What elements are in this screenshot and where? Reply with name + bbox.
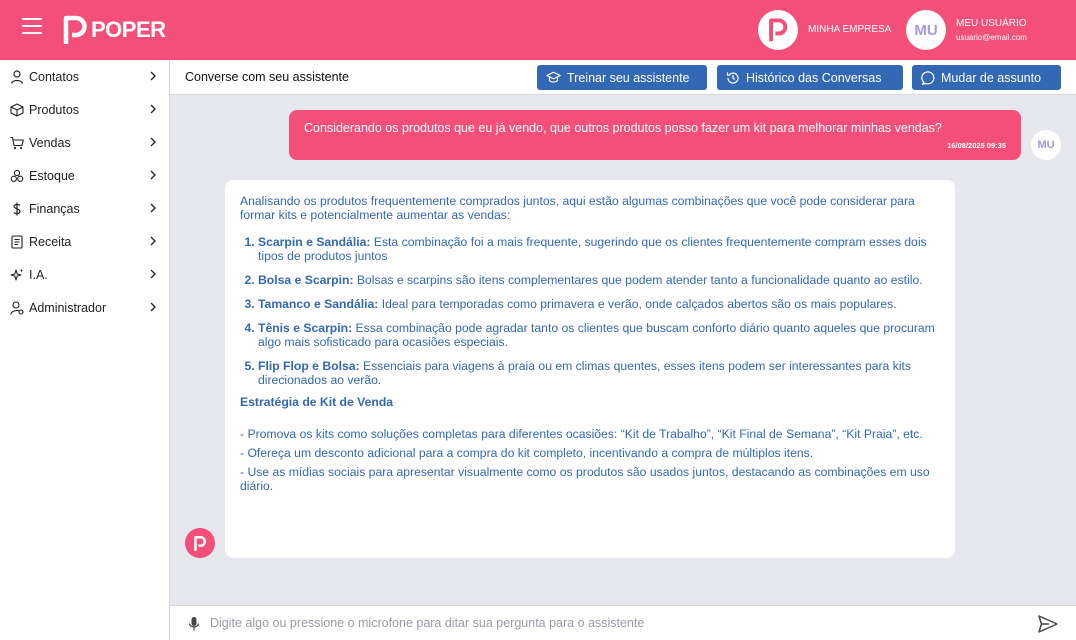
suggestion-text: Esta combinação foi a mais frequente, sugerindo que os clientes frequentemente compram esses dois tipos de produtos juntos (258, 235, 927, 263)
chat-bubble-icon (921, 71, 935, 85)
conversation-history-button[interactable] (717, 65, 903, 90)
graduation-cap-icon (546, 71, 561, 84)
send-icon[interactable] (1038, 615, 1058, 633)
sparkles-icon (9, 267, 24, 282)
sidebar-item-ia[interactable] (0, 258, 169, 291)
list-item (258, 321, 940, 349)
assistant-avatar (185, 528, 215, 558)
user-name[interactable]: MEU USUÁRIO (956, 18, 1027, 29)
box-icon (9, 102, 24, 117)
change-subject-label: Mudar de assunto (941, 70, 1042, 85)
history-icon (726, 71, 740, 85)
sidebar-item-financas[interactable] (0, 192, 169, 225)
suggestion-text: Bolsas e scarpins são itens complementares que podem atender tanto a funcionalidade quanto ao estilo. (353, 273, 923, 287)
list-item (258, 297, 940, 311)
list-item (258, 273, 940, 287)
suggestion-text: Essa combinação pode agradar tanto os clientes que buscam conforto diário quanto aqueles que procuram algo mais sofisticado para ocasiões especiais. (258, 321, 935, 349)
sidebar-item-contatos[interactable] (0, 60, 169, 93)
sidebar-item-label: Vendas (29, 135, 71, 150)
chevron-right-icon (147, 103, 159, 115)
cart-icon (9, 135, 24, 150)
user-icon (9, 69, 24, 84)
suggestion-title: Scarpin e Sandália: (258, 235, 371, 249)
poper-logo[interactable] (63, 14, 166, 46)
user-gear-icon (9, 300, 24, 315)
poper-logo-icon (767, 17, 789, 43)
poper-logo-icon (193, 535, 207, 552)
top-bar (0, 0, 1076, 60)
strategy-bullets (240, 427, 940, 493)
message-input-bar (170, 605, 1076, 640)
chevron-right-icon (147, 301, 159, 313)
change-subject-button[interactable] (912, 65, 1061, 90)
chevron-right-icon (147, 70, 159, 82)
suggestion-text: Ideal para temporadas como primavera e verão, onde calçados abertos são os mais populares. (378, 297, 897, 311)
suggestion-title: Flip Flop e Bolsa: (258, 359, 360, 373)
document-icon (9, 234, 24, 249)
strategy-bullet: - Promova os kits como soluções completas para diferentes ocasiões: “Kit de Trabalho”, “Kit Final de Semana”, “Kit Praia”, etc. (240, 427, 923, 441)
train-assistant-label: Treinar seu assistente (567, 70, 690, 85)
suggestion-title: Tamanco e Sandália: (258, 297, 379, 311)
suggestion-title: Bolsa e Scarpin: (258, 273, 354, 287)
assistant-message (225, 180, 955, 558)
suggestion-text: Essenciais para viagens à praia ou em climas quentes, esses itens podem ser interessantes para kits direcionados ao verão. (258, 359, 912, 387)
page-title: Converse com seu assistente (185, 70, 349, 84)
sidebar-item-produtos[interactable] (0, 93, 169, 126)
logo-text: POPER (91, 17, 166, 42)
company-avatar[interactable] (758, 10, 798, 50)
company-name[interactable]: MINHA EMPRESA (808, 24, 892, 35)
poper-logo-icon (63, 15, 87, 45)
chevron-right-icon (147, 202, 159, 214)
user-message-time: 16/08/2025 09:35 (947, 141, 1006, 150)
conversation-history-label: Histórico das Conversas (746, 70, 882, 85)
user-message-avatar: MU (1031, 130, 1061, 160)
suggestion-title: Tênis e Scarpin: (258, 321, 353, 335)
user-avatar[interactable]: MU (906, 10, 946, 50)
list-item (258, 359, 940, 387)
strategy-title: Estratégia de Kit de Venda (240, 395, 394, 409)
chevron-right-icon (147, 235, 159, 247)
strategy-bullet: - Use as mídias sociais para apresentar visualmente como os produtos são usados juntos, destacando as combinações em uso diário. (240, 465, 930, 493)
sidebar-item-label: I.A. (29, 267, 48, 282)
dollar-icon (9, 201, 24, 216)
chevron-right-icon (147, 136, 159, 148)
suggestion-list (258, 235, 940, 387)
list-item (258, 235, 940, 263)
user-email: usuario@email.com (956, 33, 1027, 42)
sidebar-item-receita[interactable] (0, 225, 169, 258)
chevron-right-icon (147, 268, 159, 280)
message-input[interactable] (210, 612, 1030, 634)
chat-area[interactable] (170, 95, 1076, 605)
sidebar-item-label: Receita (29, 234, 72, 249)
microphone-icon[interactable] (187, 616, 201, 632)
sidebar (0, 60, 170, 640)
sidebar-item-vendas[interactable] (0, 126, 169, 159)
sidebar-item-label: Finanças (29, 201, 80, 216)
train-assistant-button[interactable] (537, 65, 707, 90)
chevron-right-icon (147, 169, 159, 181)
sidebar-item-estoque[interactable] (0, 159, 169, 192)
chat-header (170, 60, 1076, 95)
sidebar-item-label: Produtos (29, 102, 80, 117)
sidebar-item-label: Contatos (29, 69, 80, 84)
sidebar-item-label: Administrador (29, 300, 107, 315)
sidebar-item-label: Estoque (29, 168, 75, 183)
assistant-intro: Analisando os produtos frequentemente comprados juntos, aqui estão algumas combinações que você pode considerar para formar kits e potencialmente aumentar as vendas: (240, 194, 915, 222)
menu-icon[interactable] (22, 18, 42, 36)
sidebar-item-administrador[interactable] (0, 291, 169, 324)
user-message (289, 110, 1021, 160)
strategy-bullet: - Ofereça um desconto adicional para a compra do kit completo, incentivando a compra de múltiplos itens. (240, 446, 814, 460)
user-message-text: Considerando os produtos que eu já vendo, que outros produtos posso fazer um kit para melhorar minhas vendas? (304, 121, 942, 135)
boxes-icon (9, 168, 24, 183)
